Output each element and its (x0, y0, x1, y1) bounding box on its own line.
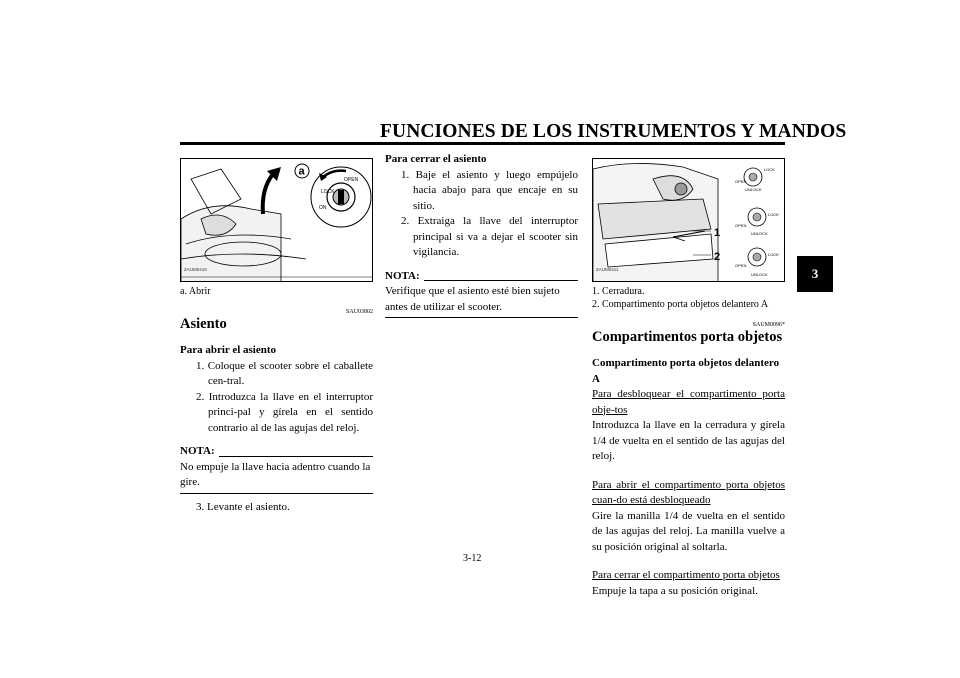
open-compartment-title: Para abrir el compartimento porta objetos cuan-do está desbloqueado (592, 478, 785, 506)
open-seat-step-3 (180, 500, 373, 516)
right-column (592, 158, 785, 599)
step-1: 1. Coloque el scooter sobre el caballete cen-tral. (196, 359, 373, 387)
ref-code-2: SAUM0096* (752, 322, 785, 328)
nota-label: NOTA: (180, 445, 215, 457)
figure-id: ZAUM0410 (184, 266, 207, 272)
section-heading-compartimentos: Compartimentos porta objetos (592, 329, 783, 345)
dial1-open: OPEN (735, 179, 747, 184)
nota-label-2: NOTA: (385, 269, 420, 282)
step-3: 3. Levante el asiento. (196, 500, 290, 513)
close-step-1: 1. Baje el asiento y luego empújelo hacia abajo para que encaje en su sitio. (401, 168, 578, 212)
header-rule (180, 142, 785, 145)
dial-inset-3 (735, 248, 779, 277)
dial3-open: OPEN (735, 263, 747, 268)
dial-open-label: OPEN (344, 177, 359, 183)
figure-id-2: ZAUM0411 (596, 266, 619, 272)
dial-on-label: ON (319, 205, 327, 211)
close-seat-steps (385, 168, 578, 261)
dial2-open: OPEN (735, 223, 747, 228)
dial1-lock: LOCK (764, 167, 775, 172)
close-step-2: 2. Extraiga la llave del interruptor principal si va a dejar el scooter sin vigilancia. (401, 215, 578, 258)
page-number: 3-12 (463, 553, 482, 564)
open-compartment-text: Gire la manilla 1/4 de vuelta en el sentido de las agujas del reloj. La manilla vuelve a su posición original al soltarla. (592, 509, 785, 553)
dial-lock-label: LOCK (321, 189, 335, 195)
middle-column (385, 152, 578, 318)
callout-2: 2 (714, 251, 721, 263)
unlock-title: Para desbloquear el compartimento porta obje-tos (592, 388, 785, 416)
close-compartment-text: Empuje la tapa a su posición original. (592, 584, 758, 597)
callout-a: a (298, 165, 305, 178)
nota-text: No empuje la llave hacia adentro cuando la gire. (180, 460, 373, 494)
chapter-tab: 3 (797, 256, 833, 292)
seat-lock-figure (180, 158, 373, 282)
figure-caption: a. Abrir (180, 286, 211, 297)
storage-compartment-illustration (593, 159, 785, 282)
step-2: 2. Introduzca la llave en el interruptor princi-pal y gírela en el sentido contrario al de las agujas del reloj. (196, 390, 373, 434)
page-header-title: FUNCIONES DE LOS INSTRUMENTOS Y MANDOS (380, 121, 847, 142)
close-compartment-title: Para cerrar el compartimento porta objetos (592, 569, 780, 581)
nota-box-2 (385, 269, 578, 319)
dial-inset-2 (735, 208, 779, 236)
dial3-unlock: UNLOCK (751, 272, 768, 277)
section-heading-asiento: Asiento (180, 316, 227, 332)
left-column (180, 158, 373, 515)
dial1-unlock: UNLOCK (745, 187, 762, 192)
dial2-lock: LOCK (768, 212, 779, 217)
storage-compartment-figure (592, 158, 785, 282)
ref-code: SAU03802 (345, 309, 373, 315)
open-seat-subheading: Para abrir el asiento (180, 344, 277, 356)
dial3-lock: LOCK (768, 252, 779, 257)
unlock-text: Introduzca la llave en la cerradura y gírela 1/4 de vuelta en el sentido de las agujas del reloj. (592, 419, 785, 462)
nota-text-2: Verifique que el asiento esté bien sujeto antes de utilizar el scooter. (385, 284, 578, 318)
compartment-a-subheading: Compartimento porta objetos delantero A (592, 357, 780, 385)
figure-caption-1: 1. Cerradura. (592, 286, 645, 297)
close-seat-subheading: Para cerrar el asiento (385, 153, 487, 165)
open-seat-steps (180, 359, 373, 437)
nota-box (180, 444, 373, 494)
callout-1: 1 (714, 227, 721, 239)
seat-lock-illustration (181, 159, 373, 282)
dial-inset-1 (735, 167, 775, 192)
dial2-unlock: UNLOCK (751, 231, 768, 236)
figure-caption-2: 2. Compartimento porta objetos delantero A (592, 299, 769, 310)
